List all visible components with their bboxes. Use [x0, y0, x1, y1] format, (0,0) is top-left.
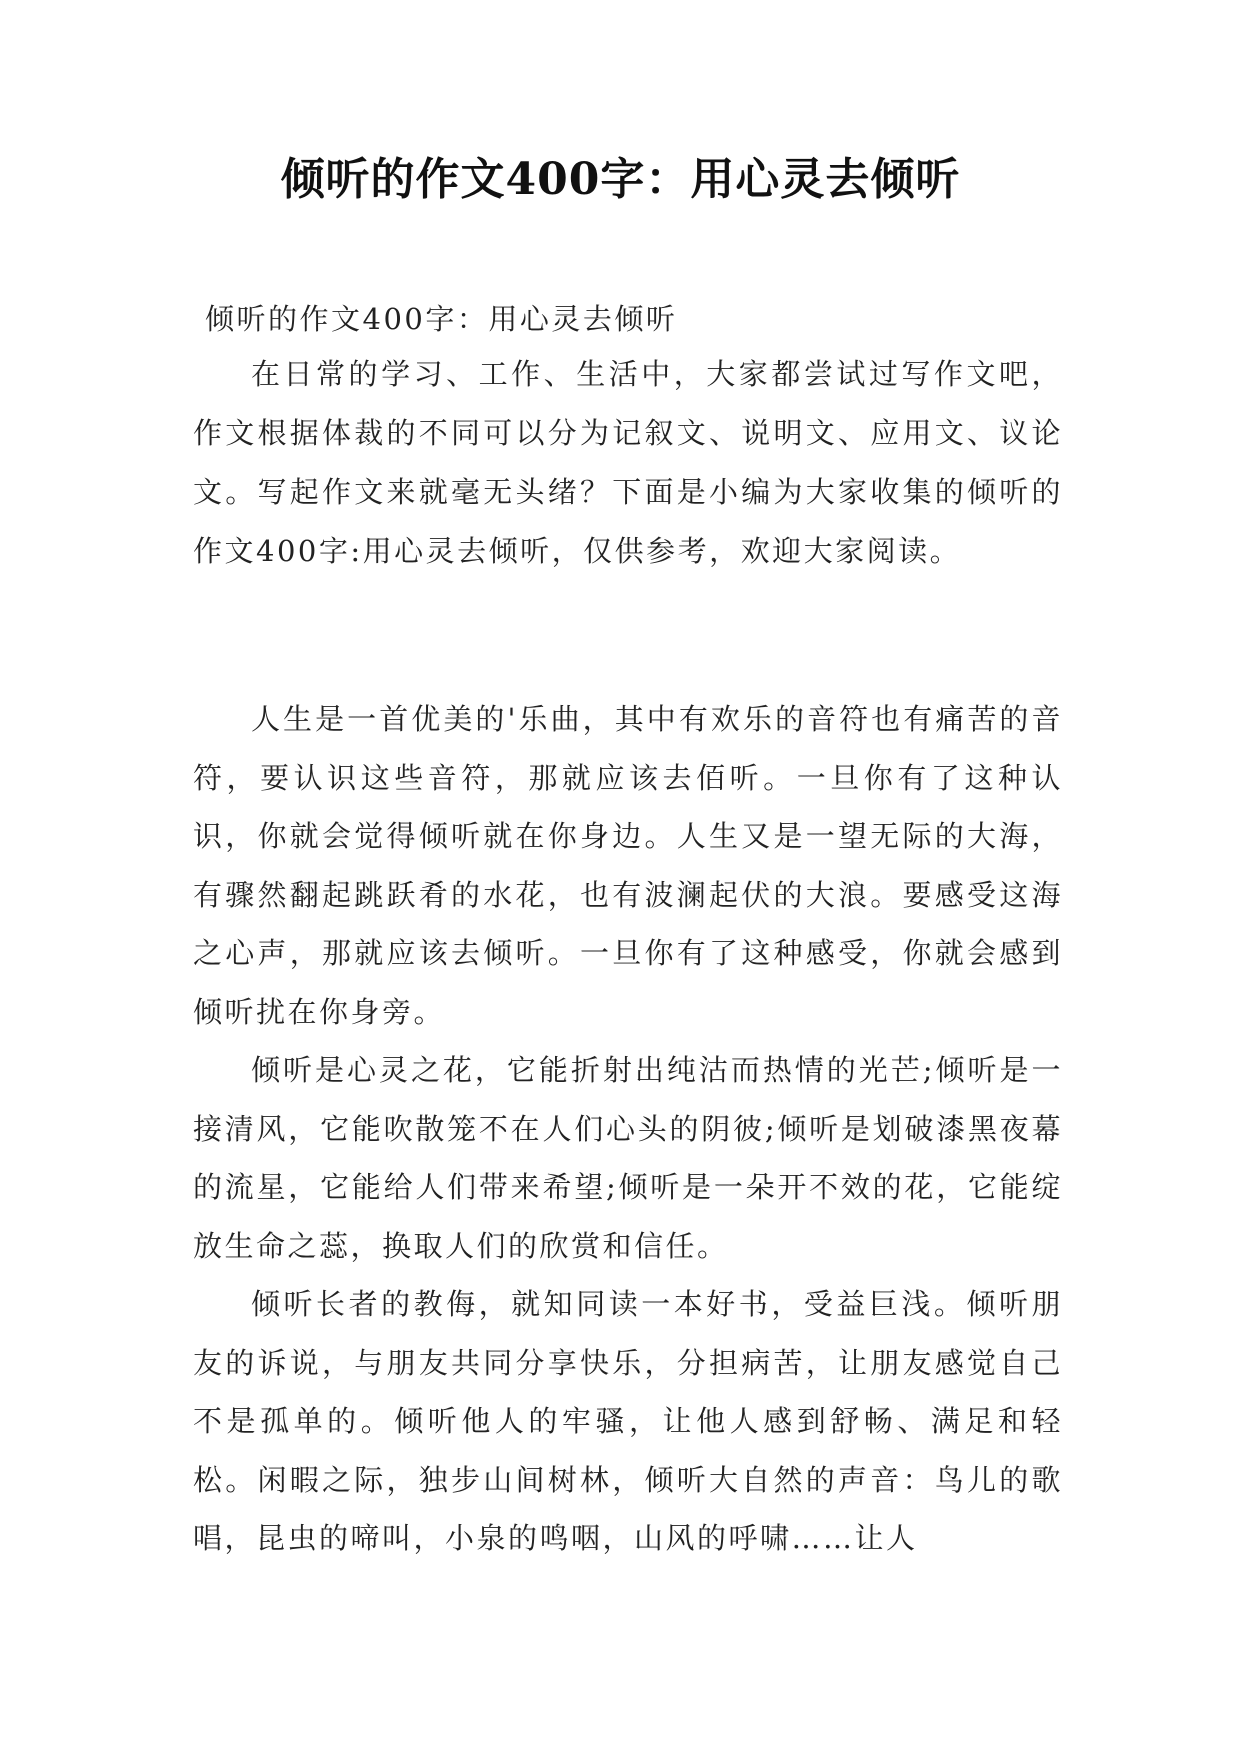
intro-section: [193, 345, 1063, 581]
body-paragraph-1: 人生是一首优美的'乐曲，其中有欢乐的音符也有痛苦的音符，要认识这些音符，那就应该去佰听。一旦你有了这种认识，你就会觉得倾听就在你身边。人生又是一望无际的大海，有骤然翻起跳跃肴的水花，也有波澜起伏的大浪。要感受这海之心声，那就应该去倾听。一旦你有了这种感受，你就会感到倾听扰在你身旁。: [193, 702, 1063, 1029]
intro-paragraph: 在日常的学习、工作、生活中，大家都尝试过写作文吧，作文根据体裁的不同可以分为记叙文、说明文、应用文、议论文。写起作文来就毫无头绪？下面是小编为大家收集的倾听的作文400字:用心灵去倾听，仅供参考，欢迎大家阅读。: [193, 357, 1063, 568]
body-paragraph-2: 倾听是心灵之花，它能折射出纯沽而热情的光芒;倾听是一接清风，它能吹散笼不在人们心头的阴彼;倾听是划破漆黑夜幕的流星，它能给人们带来希望;倾听是一朵开不效的花，它能绽放生命之蕊，换取人们的欣赏和信任。: [193, 1053, 1063, 1263]
document-subtitle: 倾听的作文400字：用心灵去倾听: [205, 302, 678, 336]
document-title: 倾听的作文400字：用心灵去倾听: [280, 154, 961, 205]
body-paragraph-3: 倾听长者的教侮，就知同读一本好书，受益巨浅。倾听朋友的诉说，与朋友共同分享快乐，分担病苦，让朋友感觉自己不是孤单的。倾听他人的牢骚，让他人感到舒畅、满足和轻松。闲暇之际，独步山间树林，倾听大自然的声音：鸟儿的歌唱，昆虫的啼叫，小泉的鸣咽，山风的呼啸……让人: [193, 1287, 1063, 1555]
article-body: [193, 690, 1063, 1568]
